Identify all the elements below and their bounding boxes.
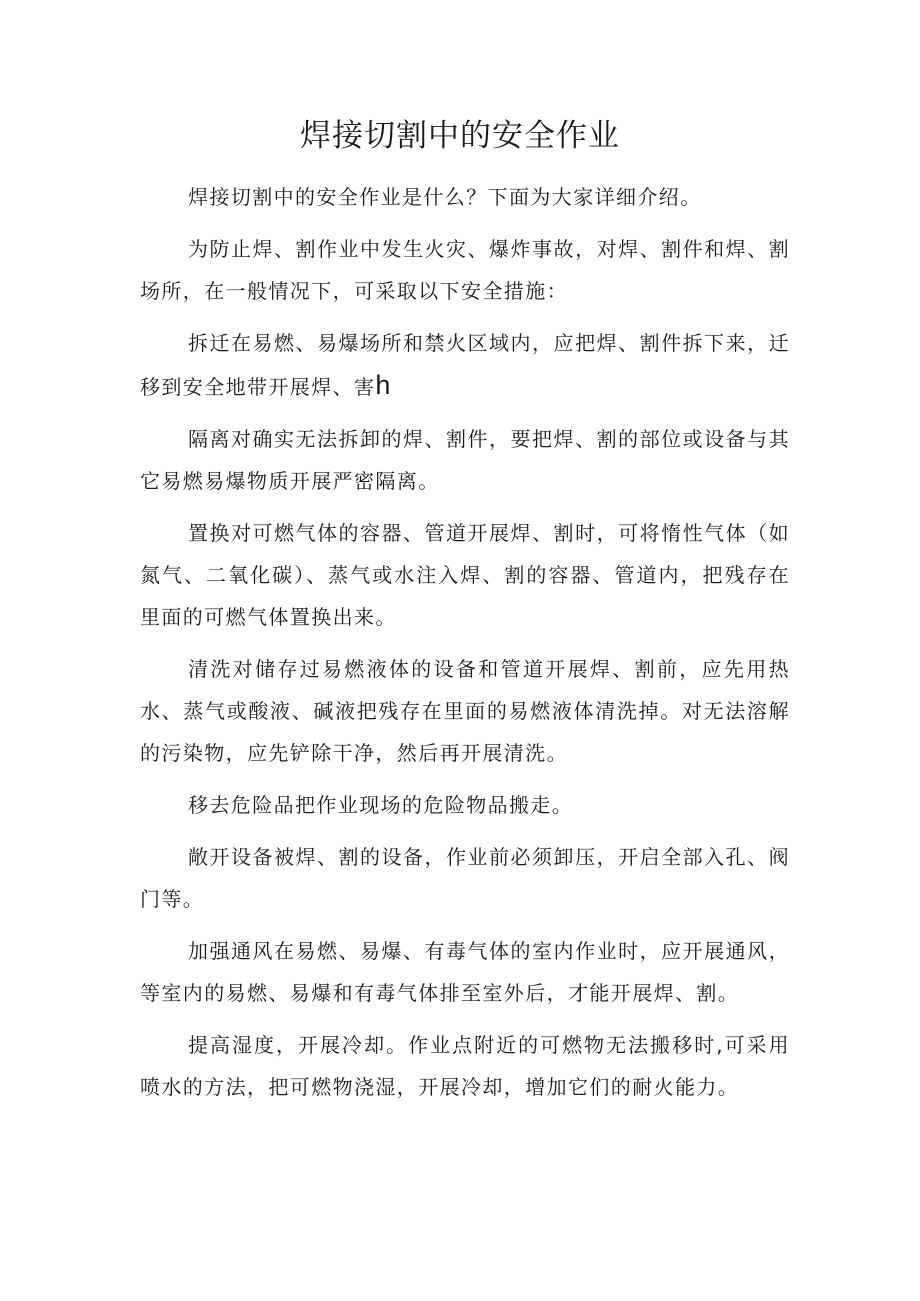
paragraph-remove-hazards xyxy=(140,784,790,826)
paragraph-open-equipment xyxy=(140,836,790,920)
paragraph-cooling xyxy=(140,1024,790,1108)
paragraph-measures-intro xyxy=(140,228,790,312)
paragraph-text: 提高湿度，开展冷却。作业点附近的可燃物无法搬移时,可采用喷水的方法，把可燃物浇湿，开展冷却，增加它们的耐火能力。 xyxy=(140,1033,790,1099)
paragraph-clean xyxy=(140,648,790,774)
page-title: 焊接切割中的安全作业 xyxy=(300,118,620,154)
paragraph-text: 焊接切割中的安全作业是什么？下面为大家详细介绍。 xyxy=(188,185,702,209)
paragraph-isolate xyxy=(140,418,790,502)
paragraph-text: 拆迁在易燃、易爆场所和禁火区域内，应把焊、割件拆下来，迁移到安全地带开展焊、害 xyxy=(140,331,790,399)
paragraph-text: 清洗对储存过易燃液体的设备和管道开展焊、割前，应先用热水、蒸气或酸液、碱液把残存在里面的易燃液体清洗掉。对无法溶解的污染物，应先铲除干净，然后再开展清洗。 xyxy=(140,657,790,765)
paragraph-text: 加强通风在易燃、易爆、有毒气体的室内作业时，应开展通风，等室内的易燃、易爆和有毒气体排至室外后，才能开展焊、割。 xyxy=(140,939,790,1005)
paragraph-tail-char: h xyxy=(375,370,391,400)
paragraph-text: 为防止焊、割作业中发生火灾、爆炸事故，对焊、割件和焊、割场所，在一般情况下，可采取以下安全措施： xyxy=(140,237,790,303)
paragraph-text: 移去危险品把作业现场的危险物品搬走。 xyxy=(188,793,574,817)
document-body xyxy=(140,176,790,1118)
paragraph-text: 敞开设备被焊、割的设备，作业前必须卸压，开启全部入孔、阀门等。 xyxy=(140,845,790,911)
paragraph-text: 置换对可燃气体的容器、管道开展焊、割时，可将惰性气体（如氮气、二氧化碳）、蒸气或水注入焊、割的容器、管道内，把残存在里面的可燃气体置换出来。 xyxy=(140,521,790,629)
paragraph-ventilation xyxy=(140,930,790,1014)
paragraph-intro xyxy=(140,176,790,218)
paragraph-text: 隔离对确实无法拆卸的焊、割件，要把焊、割的部位或设备与其它易燃易爆物质开展严密隔离。 xyxy=(140,427,790,493)
paragraph-replace xyxy=(140,512,790,638)
paragraph-relocate xyxy=(140,322,790,408)
